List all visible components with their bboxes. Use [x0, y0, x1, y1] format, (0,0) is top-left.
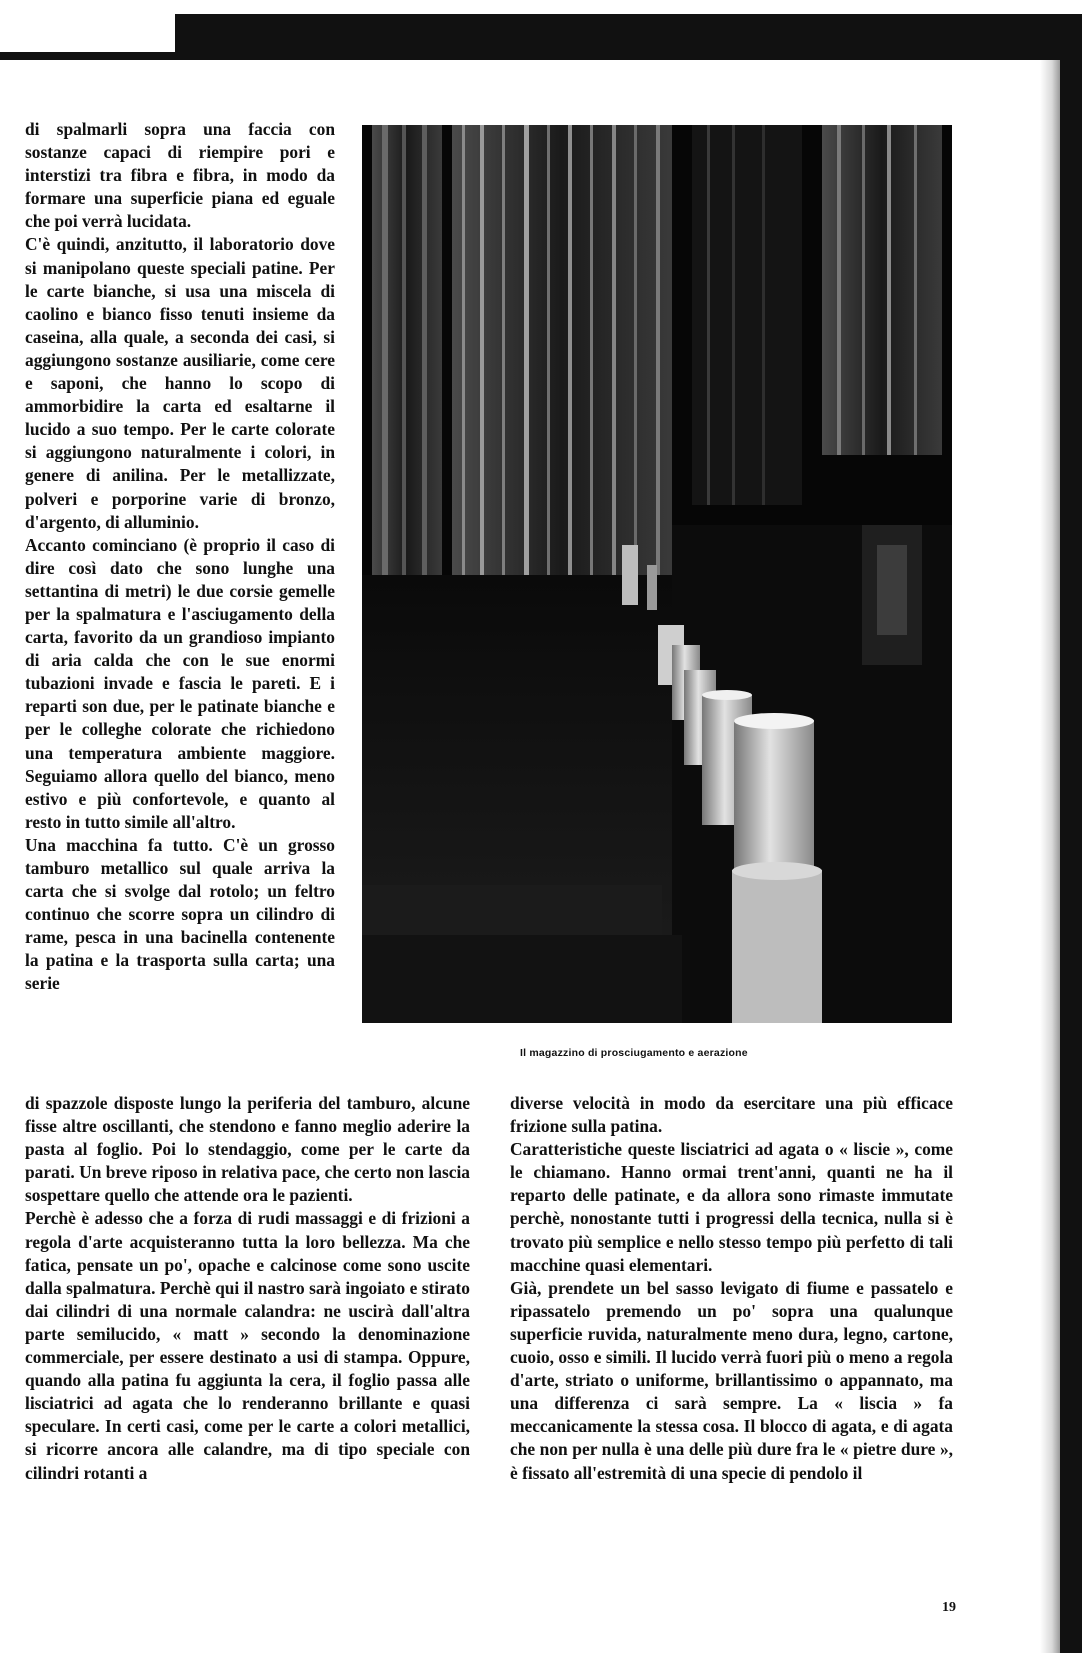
paragraph: Caratteristiche queste lisciatrici ad agata o « liscie », come le chiamano. Hanno ormai trent'anni, quanti ne ha il reparto delle patinate, e da allora sono rimaste immutate perchè, nonostante tutti i progressi della tecnica, nulla si è trovato più semplice e nello stesso tempo più perfetto di tali macchine quasi elementari.: [510, 1139, 953, 1275]
paragraph: C'è quindi, anzitutto, il laboratorio dove si manipolano queste speciali patine. Per le carte bianche, si usa una miscela di caolino e bianco fisso tenuti insieme da caseina, alla quale, a seconda dei casi, si aggiungono sostanze ausiliarie, come cere e saponi, che hanno lo scopo di ammorbidire la carta ed esaltarne il lucido a suo tempo. Per le carte colorate si aggiungono naturalmente i colori, in genere di anilina. Per le metallizzate, polveri e porporine varie di bronzo, d'argento, di alluminio.: [25, 234, 335, 532]
page-top-edge: [0, 52, 1065, 60]
article-column-left-upper: [25, 118, 335, 996]
paragraph: Già, prendete un bel sasso levigato di fiume e passatelo e ripassatelo premendo un po' sopra una qualunque superficie ruvida, naturalmente meno dura, legno, cartone, cuoio, osso e simili. Il lucido verrà fuori più o meno a regola d'arte, striato o uniforme, brillantissimo o appannato, ma una differenza ci sarà sempre. La « liscia » fa meccanicamente la stessa cosa. Il blocco di agata, e di agata che non per nulla è una delle più dure fra le « pietre dure », è fissato all'estremità di una specie di pendolo il: [510, 1277, 953, 1483]
paragraph: Una macchina fa tutto. C'è un grosso tamburo metallico sul quale arriva la carta che si svolge dal rotolo; un feltro continuo che scorre sopra un cilindro di rame, pesca in una bacinella contenente la patina e la trasporta sulla carta; una serie: [25, 834, 335, 994]
top-black-bar: [175, 14, 1065, 54]
paragraph: di spalmarli sopra una faccia con sostanze capaci di riempire pori e interstizi tra fibra e fibra, in modo da formare una superficie piana ed eguale che poi verrà lucidata.: [25, 119, 335, 232]
warehouse-photo: [362, 125, 952, 1023]
page-fold-shadow: [1040, 60, 1060, 1653]
right-black-edge: [1060, 14, 1082, 1653]
paragraph: diverse velocità in modo da esercitare una più efficace frizione sulla patina.: [510, 1093, 953, 1137]
article-column-right: [510, 1092, 953, 1485]
paragraph: Accanto cominciano (è proprio il caso di dire così dato che sono lunghe una settantina di metri) le due corsie gemelle per la spalmatura e l'asciugamento della carta, favorito da un grandioso impianto di aria calda che con le sue enormi tubazioni invade e fascia le pareti. E i reparti son due, per le patinate bianche e per le colleghe colorate che richiedono una temperatura ambiente maggiore. Seguiamo allora quello del bianco, meno estivo e più confortevole, e quanto al resto in tutto simile all'altro.: [25, 534, 335, 832]
paragraph: di spazzole disposte lungo la periferia del tamburo, alcune fisse altre oscillanti, che stendono e fanno meglio aderire la pasta al foglio. Poi lo stendaggio, come per le carte da parati. Un breve riposo in relativa pace, che certo non lascia sospettare quello che attende ora le pazienti.: [25, 1093, 470, 1206]
paragraph: Perchè è adesso che a forza di rudi massaggi e di frizioni a regola d'arte acquisteranno tutta la loro bellezza. Ma che fatica, pensate un po', opache e calcinose come sono uscite dalla spalmatura. Perchè qui il nastro sarà ingoiato e stirato dai cilindri di una normale calandra: ne uscirà dall'altra parte semilucido, « matt » secondo la denominazione commerciale, per essere destinato a usi di stampa. Oppure, quando alla patina fu aggiunta la cera, il foglio passa alle lisciatrici ad agata che lo renderanno brillante e quasi speculare. In certi casi, come per le carte a colori metallici, si ricorre ancora alle calandre, ma di tipo speciale con cilindri rotanti a: [25, 1208, 470, 1483]
article-column-left-lower: [25, 1092, 470, 1485]
page-number: 19: [942, 1600, 956, 1615]
photo-caption: Il magazzino di prosciugamento e aerazione: [520, 1047, 748, 1059]
